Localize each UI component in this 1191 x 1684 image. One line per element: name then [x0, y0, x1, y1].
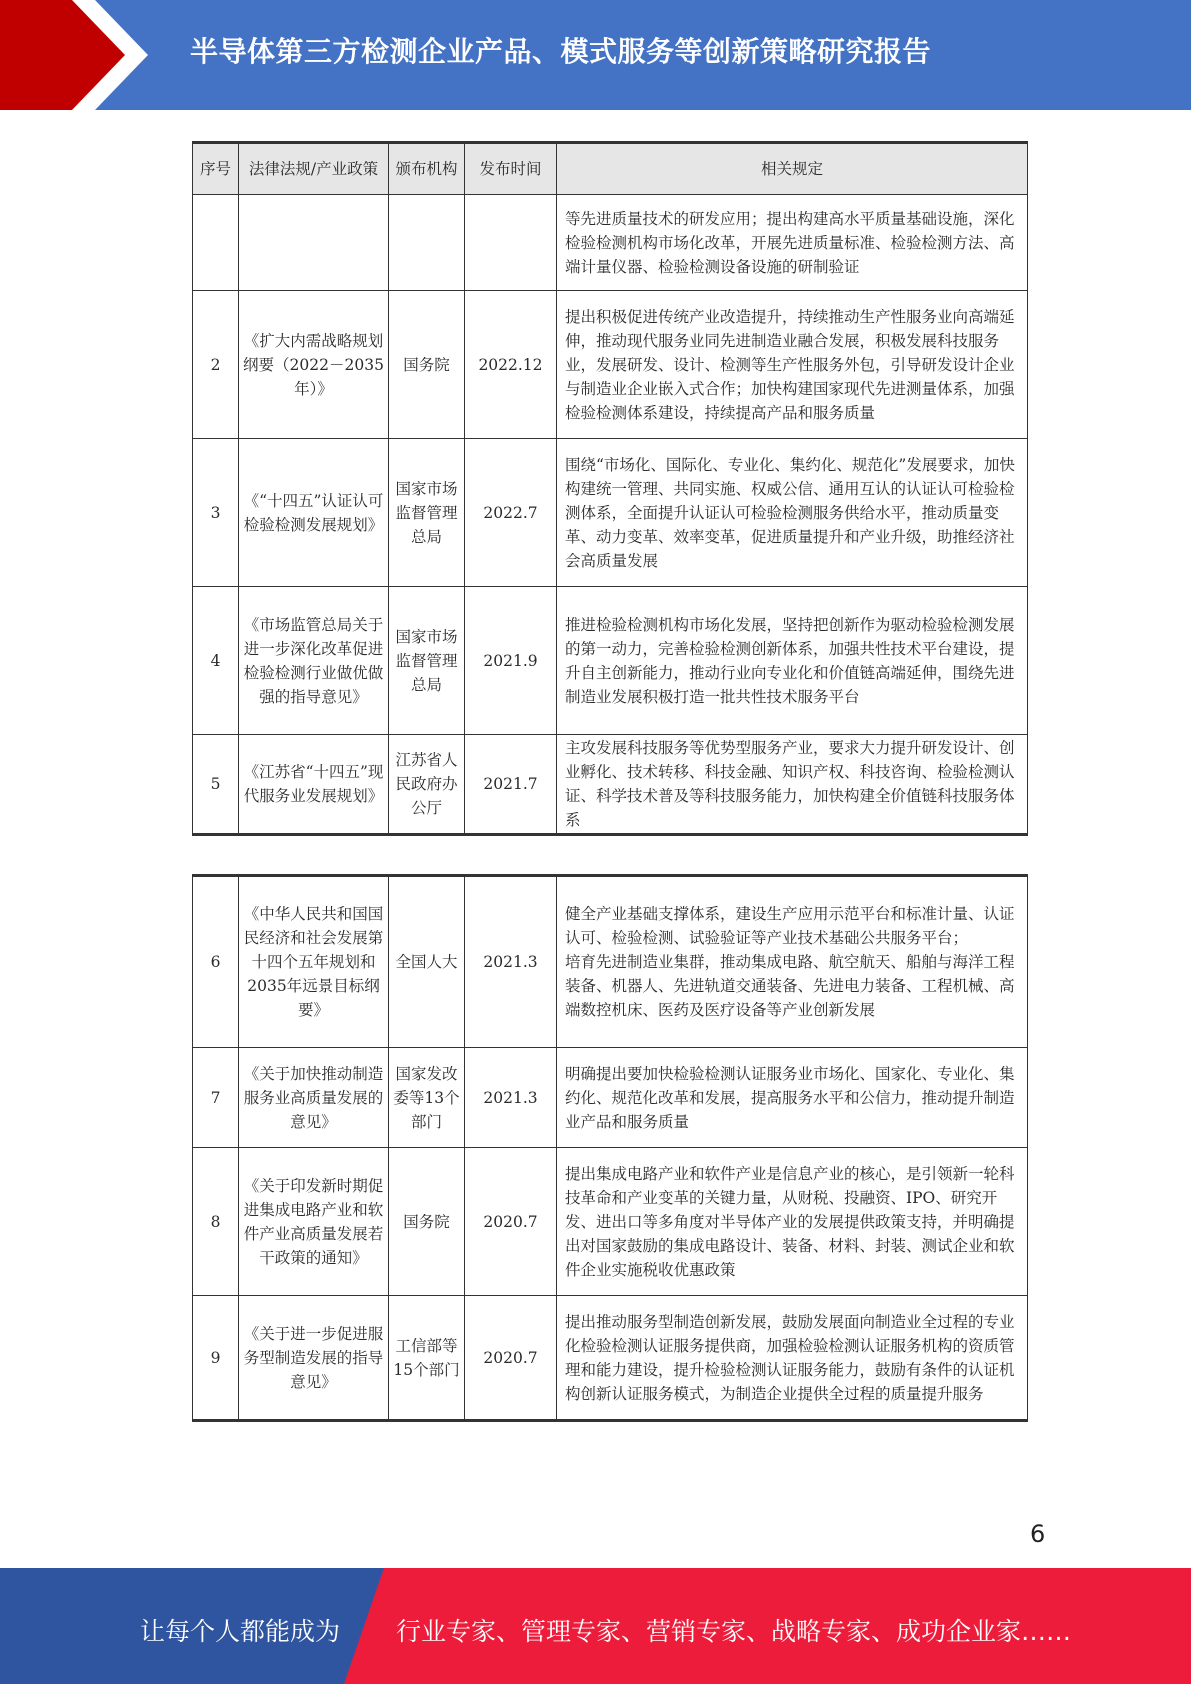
row-date: 2020.7 — [465, 1148, 557, 1296]
report-title: 半导体第三方检测企业产品、模式服务等创新策略研究报告 — [190, 35, 932, 68]
header-bar — [0, 0, 1191, 110]
col-header-content: 相关规定 — [557, 143, 1028, 195]
row-no: 9 — [193, 1296, 239, 1421]
footer-slogan-right: 行业专家、管理专家、营销专家、战略专家、成功企业家…… — [396, 1617, 1072, 1646]
table-row — [193, 587, 1028, 735]
row-no: 5 — [193, 735, 239, 835]
row-policy: 《关于印发新时期促进集成电路产业和软件产业高质量发展若干政策的通知》 — [239, 1148, 389, 1296]
row-org: 国家市场监督管理总局 — [389, 439, 465, 587]
table-header-row — [193, 143, 1028, 195]
table-row — [193, 1048, 1028, 1148]
table-row — [193, 735, 1028, 835]
row-policy: 《“十四五”认证认可检验检测发展规划》 — [239, 439, 389, 587]
table-row — [193, 195, 1028, 291]
row-content: 提出积极促进传统产业改造提升，持续推动生产性服务业向高端延伸，推动现代服务业同先进制造业融合发展，积极发展科技服务业，发展研发、设计、检测等生产性服务外包，引导研发设计企业与制造业企业嵌入式合作；加快构建国家现代先进测量体系，加强检验检测体系建设，持续提高产品和服务质量 — [557, 291, 1028, 439]
row-date: 2021.7 — [465, 735, 557, 835]
table-row — [193, 1296, 1028, 1421]
row-policy: 《中华人民共和国国民经济和社会发展第十四个五年规划和2035年远景目标纲要》 — [239, 876, 389, 1048]
table-row — [193, 291, 1028, 439]
row-content: 等先进质量技术的研发应用；提出构建高水平质量基础设施，深化检验检测机构市场化改革，开展先进质量标准、检验检测方法、高端计量仪器、检验检测设备设施的研制验证 — [557, 195, 1028, 291]
col-header-org: 颁布机构 — [389, 143, 465, 195]
footer-slogan-left: 让每个人都能成为 — [140, 1617, 341, 1646]
row-content: 主攻发展科技服务等优势型服务产业，要求大力提升研发设计、创业孵化、技术转移、科技金融、知识产权、科技咨询、检验检测认证、科学技术普及等科技服务能力，加快构建全价值链科技服务体系 — [557, 735, 1028, 835]
row-no: 4 — [193, 587, 239, 735]
row-no — [193, 195, 239, 291]
row-org: 国家市场监督管理总局 — [389, 587, 465, 735]
row-org: 江苏省人民政府办公厅 — [389, 735, 465, 835]
row-content: 明确提出要加快检验检测认证服务业市场化、国家化、专业化、集约化、规范化改革和发展，提高服务水平和公信力，推动提升制造业产品和服务质量 — [557, 1048, 1028, 1148]
row-content: 提出推动服务型制造创新发展，鼓励发展面向制造业全过程的专业化检验检测认证服务提供商，加强检验检测认证服务机构的资质管理和能力建设，提升检验检测认证服务能力，鼓励有条件的认证机构创新认证服务模式，为制造企业提供全过程的质量提升服务 — [557, 1296, 1028, 1421]
table-row — [193, 439, 1028, 587]
row-policy: 《关于加快推动制造服务业高质量发展的意见》 — [239, 1048, 389, 1148]
row-content: 健全产业基础支撑体系，建设生产应用示范平台和标准计量、认证认可、检验检测、试验验证等产业技术基础公共服务平台； 培育先进制造业集群，推动集成电路、航空航天、船舶与海洋工程装备、机器人、先进轨道交通装备、先进电力装备、工程机械、高端数控机床、医药及医疗设备等产业创新发展 — [557, 876, 1028, 1048]
header-arrow-decoration — [0, 0, 160, 110]
row-no: 7 — [193, 1048, 239, 1148]
col-header-date: 发布时间 — [465, 143, 557, 195]
row-content: 围绕“市场化、国际化、专业化、集约化、规范化”发展要求，加快构建统一管理、共同实施、权威公信、通用互认的认证认可检验检测体系，全面提升认证认可检验检测服务供给水平，推动质量变革、动力变革、效率变革，促进质量提升和产业升级，助推经济社会高质量发展 — [557, 439, 1028, 587]
col-header-policy: 法律法规/产业政策 — [239, 143, 389, 195]
row-policy — [239, 195, 389, 291]
row-no: 3 — [193, 439, 239, 587]
policy-table-part-1 — [192, 141, 1028, 836]
row-policy: 《关于进一步促进服务型制造发展的指导意见》 — [239, 1296, 389, 1421]
row-org: 全国人大 — [389, 876, 465, 1048]
row-policy: 《市场监管总局关于进一步深化改革促进检验检测行业做优做强的指导意见》 — [239, 587, 389, 735]
row-org: 国务院 — [389, 1148, 465, 1296]
row-no: 2 — [193, 291, 239, 439]
page-number: 6 — [1030, 1520, 1046, 1548]
table-row — [193, 1148, 1028, 1296]
table-row — [193, 876, 1028, 1048]
row-org: 工信部等15个部门 — [389, 1296, 465, 1421]
policy-table-part-2 — [192, 874, 1028, 1422]
row-date: 2021.3 — [465, 1048, 557, 1148]
col-header-no: 序号 — [193, 143, 239, 195]
row-date: 2022.12 — [465, 291, 557, 439]
row-date: 2020.7 — [465, 1296, 557, 1421]
row-no: 8 — [193, 1148, 239, 1296]
row-content: 推进检验检测机构市场化发展，坚持把创新作为驱动检验检测发展的第一动力，完善检验检测创新体系，加强共性技术平台建设，提升自主创新能力，推动行业向专业化和价值链高端延伸，围绕先进制造业发展积极打造一批共性技术服务平台 — [557, 587, 1028, 735]
row-date: 2021.3 — [465, 876, 557, 1048]
row-policy: 《扩大内需战略规划纲要（2022－2035年）》 — [239, 291, 389, 439]
row-content: 提出集成电路产业和软件产业是信息产业的核心，是引领新一轮科技革命和产业变革的关键力量，从财税、投融资、IPO、研究开发、进出口等多角度对半导体产业的发展提供政策支持，并明确提出对国家鼓励的集成电路设计、装备、材料、封装、测试企业和软件企业实施税收优惠政策 — [557, 1148, 1028, 1296]
row-policy: 《江苏省“十四五”现代服务业发展规划》 — [239, 735, 389, 835]
row-date — [465, 195, 557, 291]
row-org: 国家发改委等13个部门 — [389, 1048, 465, 1148]
row-no: 6 — [193, 876, 239, 1048]
row-org: 国务院 — [389, 291, 465, 439]
row-date: 2022.7 — [465, 439, 557, 587]
row-org — [389, 195, 465, 291]
row-date: 2021.9 — [465, 587, 557, 735]
